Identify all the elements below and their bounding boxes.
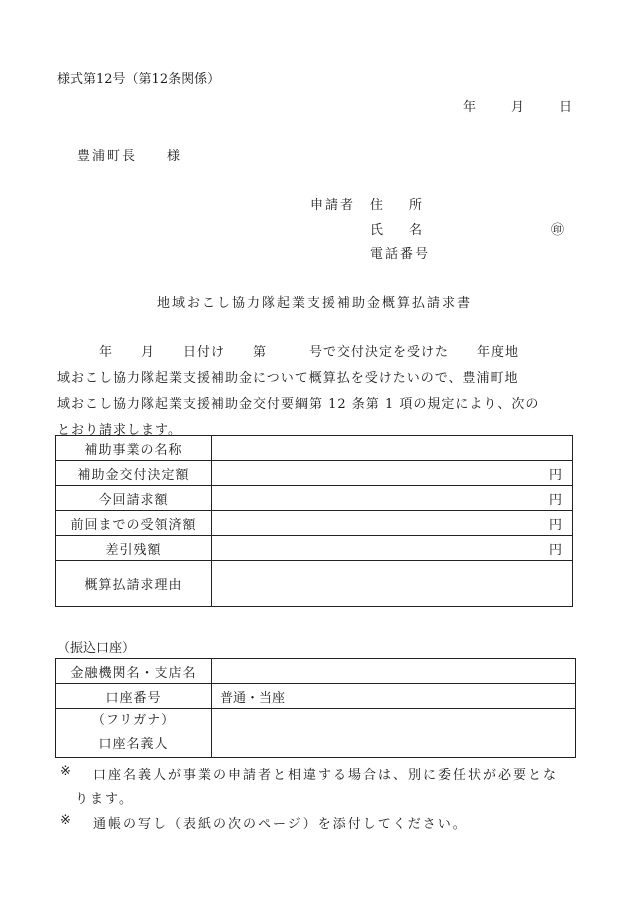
account-type-options[interactable]: 普通・当座	[212, 684, 576, 709]
current-request-value[interactable]: 円	[212, 486, 573, 511]
note-2: 通帳の写し（表紙の次のページ）を添付してください。	[93, 817, 468, 832]
applicant-label: 申請者	[310, 198, 356, 213]
request-table	[55, 435, 573, 607]
table-row	[56, 436, 573, 461]
note-1-line-1: 口座名義人が事業の申請者と相違する場合は、別に委任状が必要とな	[93, 768, 559, 783]
balance-value[interactable]: 円	[212, 536, 573, 561]
note-1-line-2: ります。	[75, 792, 134, 807]
body-line-4: とおり請求します。	[57, 423, 182, 438]
account-number-label: 口座番号	[56, 684, 212, 709]
address-label: 住 所	[370, 198, 423, 213]
table-row	[56, 709, 576, 758]
furigana-label: （フリガナ）	[91, 713, 176, 728]
table-row	[56, 561, 573, 607]
decided-amount-label: 補助金交付決定額	[56, 461, 212, 486]
project-name-label: 補助事業の名称	[56, 436, 212, 461]
bank-section-label: （振込口座）	[57, 641, 136, 656]
account-holder-label: 口座名義人	[98, 737, 169, 752]
decided-amount-value[interactable]: 円	[212, 461, 573, 486]
form-number: 様式第12号（第12条関係）	[57, 72, 221, 87]
bank-branch-value[interactable]	[212, 659, 576, 684]
date-year-label: 年	[463, 100, 477, 115]
table-row	[56, 461, 573, 486]
request-reason-value[interactable]	[212, 561, 573, 607]
body-line-2: 域おこし協力隊起業支援補助金について概算払を受けたいので、豊浦町地	[57, 371, 519, 386]
previous-received-label: 前回までの受領済額	[56, 511, 212, 536]
body-line-3: 域おこし協力隊起業支援補助金交付要綱第 12 条第 1 項の規定により、次の	[57, 397, 540, 412]
note-1-mark: ※	[60, 764, 71, 779]
document-title: 地域おこし協力隊起業支援補助金概算払請求書	[157, 296, 473, 311]
bank-table	[55, 658, 576, 758]
date-day-label: 日	[559, 100, 573, 115]
table-row	[56, 486, 573, 511]
table-row	[56, 659, 576, 684]
body-line-1: 年 月 日付け 第 号で交付決定を受けた 年度地	[57, 345, 520, 360]
name-label: 氏 名	[370, 223, 423, 238]
table-row	[56, 536, 573, 561]
table-row	[56, 511, 573, 536]
phone-label: 電話番号	[370, 247, 431, 262]
table-row	[56, 684, 576, 709]
account-holder-value[interactable]	[212, 709, 576, 758]
bank-branch-label: 金融機関名・支店名	[56, 659, 212, 684]
account-holder-cell	[56, 709, 212, 758]
note-2-mark: ※	[60, 813, 71, 828]
project-name-value[interactable]	[212, 436, 573, 461]
seal-mark: ㊞	[551, 223, 565, 238]
body-paragraph	[57, 340, 575, 444]
balance-label: 差引残額	[56, 536, 212, 561]
request-reason-label: 概算払請求理由	[56, 561, 212, 607]
previous-received-value[interactable]: 円	[212, 511, 573, 536]
date-month-label: 月	[511, 100, 525, 115]
current-request-label: 今回請求額	[56, 486, 212, 511]
addressee: 豊浦町長 様	[77, 149, 183, 164]
